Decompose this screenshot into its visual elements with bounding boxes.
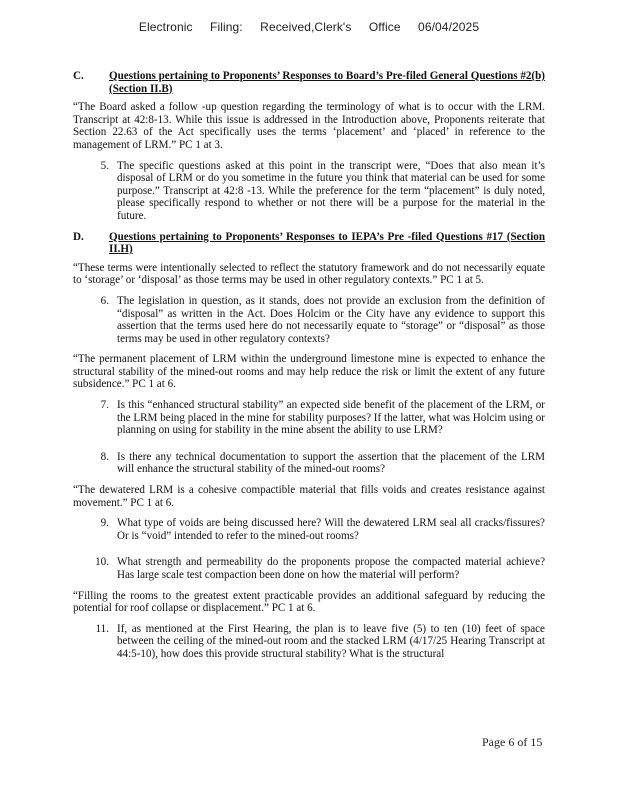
filing-stamp — [0, 20, 618, 34]
stamp-office: Office — [368, 20, 401, 34]
question-9 — [91, 517, 545, 542]
question-11-text: If, as mentioned at the First Hearing, the plan is to leave five (5) to ten (10) feet of space between the ceiling of the mined-out room and the stacked LRM (4/17/25 Hearing Transcript at 44:5-10), how does this provide structural stability? What is the structural — [117, 622, 545, 660]
section-d-letter: D. — [73, 230, 84, 243]
question-6 — [91, 295, 545, 345]
section-d-title: Questions pertaining to Proponents’ Responses to IEPA’s Pre -filed Questions #17 (Section II.H) — [109, 230, 545, 256]
section-c-title: Questions pertaining to Proponents’ Responses to Board’s Pre-filed General Questions #2(b) (Section II.B) — [109, 70, 545, 95]
quote-3: “The permanent placement of LRM within the underground limestone mine is expected to enhance the structural stability of the mined-out rooms and may help reduce the risk or limit the extent of any future subsidence.” PC 1 at 6. — [73, 353, 545, 391]
quote-2: “These terms were intentionally selected to reflect the statutory framework and do not necessarily equate to ‘storage’ or ‘disposal’ as those terms may be used in other regulatory contexts.” PC 1 at 5. — [73, 261, 545, 287]
question-11 — [91, 623, 545, 661]
question-7 — [91, 399, 545, 437]
quote-1: “The Board asked a follow -up question regarding the terminology of what is to occur with the LRM. Transcript at 42:8-13. While this issue is addressed in the Introduction above, Proponents reiterate that Section 22.63 of the Act specifically uses the terms ‘placement’ and ‘placed’ in reference to the management of LRM.” PC 1 at 3. — [73, 101, 545, 151]
quote-5: “Filling the rooms to the greatest extent practicable provides an additional safeguard by reducing the potential for roof collapse or displacement.” PC 1 at 6. — [73, 589, 545, 615]
question-8-number: 8. — [100, 450, 109, 463]
question-10-text: What strength and permeability do the proponents propose the compacted material achieve? Has large scale test compaction been done on how the material will perform? — [117, 556, 545, 581]
question-6-text: The legislation in question, as it stands, does not provide an exclusion from the definition of “disposal” as written in the Act. Does Holcim or the City have any evidence to support this assertion that the terms used here do not necessarily equate to “storage” or “disposal” as those terms may be used in other regulatory contexts? — [117, 294, 545, 345]
document-body — [73, 70, 545, 669]
question-7-text: Is this “enhanced structural stability” an expected side benefit of the placement of the LRM, or the LRM being placed in the mine for stability purposes? If the latter, what was Holcim using or planning on using for stability in the mine absent the ability to use LRM? — [117, 399, 545, 437]
question-9-text: What type of voids are being discussed here? Will the dewatered LRM seal all cracks/fissures? Or is “void” intended to refer to the mined-out rooms? — [117, 517, 545, 542]
page-number: Page 6 of 15 — [482, 735, 543, 749]
section-c-heading — [73, 70, 545, 95]
question-6-number: 6. — [100, 294, 109, 307]
section-c-letter: C. — [73, 70, 84, 82]
question-9-number: 9. — [100, 517, 109, 530]
question-5 — [91, 160, 545, 223]
quote-4: “The dewatered LRM is a cohesive compactible material that fills voids and creates resistance against movement.” PC 1 at 6. — [73, 484, 545, 509]
question-11-number: 11. — [95, 622, 109, 635]
question-5-number: 5. — [100, 159, 109, 172]
stamp-filing: Filing: — [210, 20, 243, 34]
question-8 — [91, 451, 545, 476]
question-10-number: 10. — [95, 556, 109, 569]
section-d-heading — [73, 231, 545, 256]
question-10 — [91, 556, 545, 581]
question-7-number: 7. — [100, 399, 109, 412]
question-8-text: Is there any technical documentation to support the assertion that the placement of the LRM will enhance the structural stability of the mined-out rooms? — [117, 450, 545, 476]
question-5-text: The specific questions asked at this point in the transcript were, “Does that also mean it’s disposal of LRM or do you sometime in the future you think that material can be used for some purpose.” Transcript at 42:8 -13. While the preference for the term “placement” is duly noted, please specifically respond to whether or not there will be a purpose for the material in the future. — [117, 159, 545, 222]
stamp-date: 06/04/2025 — [418, 20, 480, 34]
stamp-electronic: Electronic — [138, 20, 193, 34]
stamp-received: Received,Clerk's — [260, 20, 352, 34]
